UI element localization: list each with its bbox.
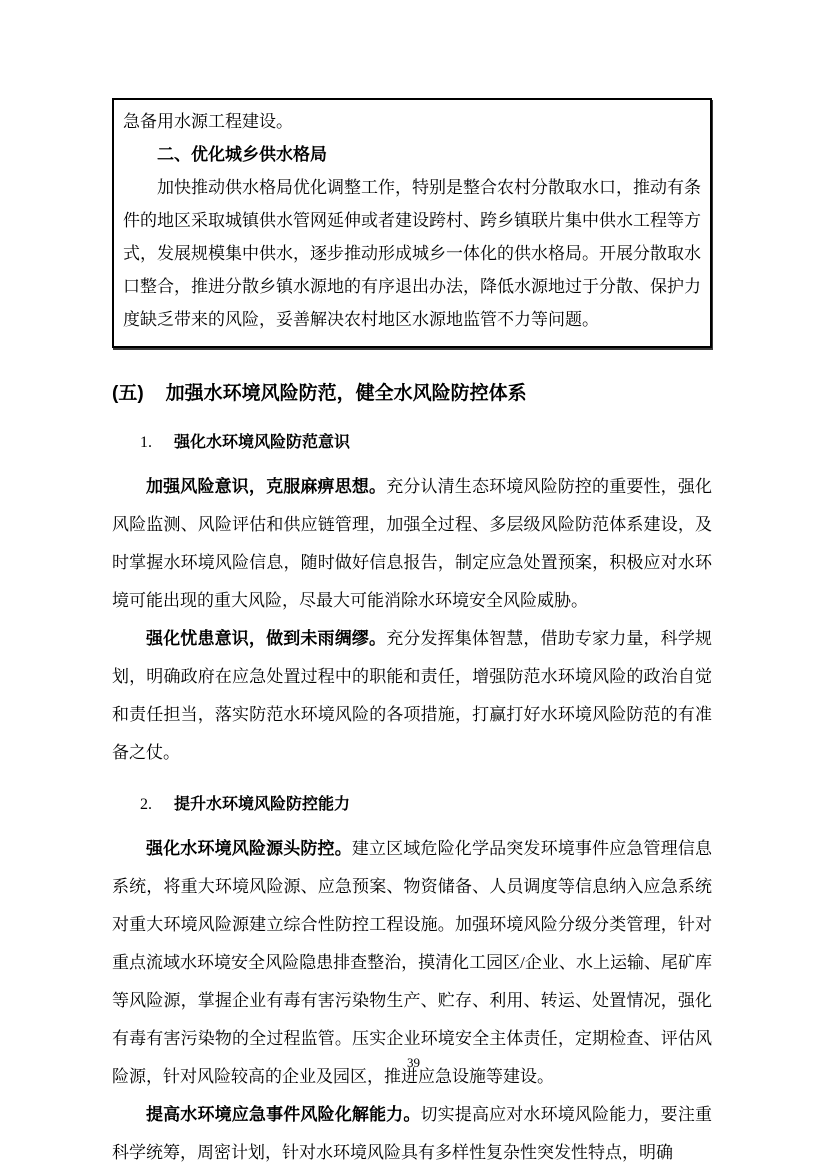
- paragraph-body: 切实提高应对水环境风险能力，要注重科学统筹，周密计划，针对水环境风险具有多样性复杂性突发性特点，明确: [112, 1105, 712, 1162]
- subsection-1-number: 1.: [140, 434, 152, 451]
- subsection-heading-1: [112, 430, 712, 456]
- section-heading: [112, 378, 712, 410]
- continuation-line: 急备用水源工程建设。: [123, 112, 293, 131]
- paragraph-body: 充分发挥集体智慧，借助专家力量，科学规划，明确政府在应急处置过程中的职能和责任，增强防范水环境风险的政治自觉和责任担当，落实防范水环境风险的各项措施，打赢打好水环境风险防范的有准备之仗。: [112, 629, 712, 762]
- page-content: [112, 98, 712, 1170]
- paragraph-lead: 强化忧患意识，做到未雨绸缪。: [146, 629, 387, 648]
- paragraph-lead: 强化水环境风险源头防控。: [146, 839, 352, 858]
- paragraph: [112, 1096, 712, 1170]
- boxed-continuation-section: [112, 98, 712, 348]
- paragraph-lead: 加强风险意识，克服麻痹思想。: [146, 477, 387, 496]
- paragraph: [112, 620, 712, 772]
- subsection-1-paragraphs: [112, 468, 712, 772]
- subsection-heading-2: [112, 792, 712, 818]
- paragraph-lead: 提高水环境应急事件风险化解能力。: [146, 1105, 421, 1124]
- subsection-2-paragraphs: [112, 830, 712, 1170]
- subsection-2-title: 提升水环境风险防控能力: [174, 796, 351, 813]
- subsection-1-title: 强化水环境风险防范意识: [174, 434, 351, 451]
- paragraph-body: 建立区域危险化学品突发环境事件应急管理信息系统，将重大环境风险源、应急预案、物资储备、人员调度等信息纳入应急系统对重大环境风险源建立综合性防控工程设施。加强环境风险分级分类管理，针对重点流域水环境安全风险隐患排查整治，摸清化工园区/企业、水上运输、尾矿库等风险源，掌握企业有毒有害污染物生产、贮存、利用、转运、处置情况，强化有毒有害污染物的全过程监管。压实企业环境安全主体责任，定期检查、评估风险源，针对风险较高的企业及园区，推进应急设施等建设。: [112, 839, 712, 1086]
- paragraph-body: 充分认清生态环境风险防控的重要性，强化风险监测、风险评估和供应链管理，加强全过程、多层级风险防范体系建设，及时掌握水环境风险信息，随时做好信息报告，制定应急处置预案，积极应对水环境可能出现的重大风险，尽最大可能消除水环境安全风险威胁。: [112, 477, 712, 610]
- section-title: 加强水环境风险防范，健全水风险防控体系: [165, 383, 527, 404]
- page-number: 39: [407, 1055, 420, 1070]
- box-paragraph: 加快推动供水格局优化调整工作，特别是整合农村分散取水口，推动有条件的地区采取城镇供水管网延伸或者建设跨村、跨乡镇联片集中供水工程等方式，发展规模集中供水，逐步推动形成城乡一体化的供水格局。开展分散取水口整合，推进分散乡镇水源地的有序退出办法，降低水源地过于分散、保护力度缺乏带来的风险，妥善解决农村地区水源地监管不力等问题。: [123, 178, 701, 329]
- subsection-2-number: 2.: [140, 796, 152, 813]
- paragraph: [112, 468, 712, 620]
- section-number: (五): [112, 383, 144, 404]
- box-heading: 二、优化城乡供水格局: [157, 145, 327, 164]
